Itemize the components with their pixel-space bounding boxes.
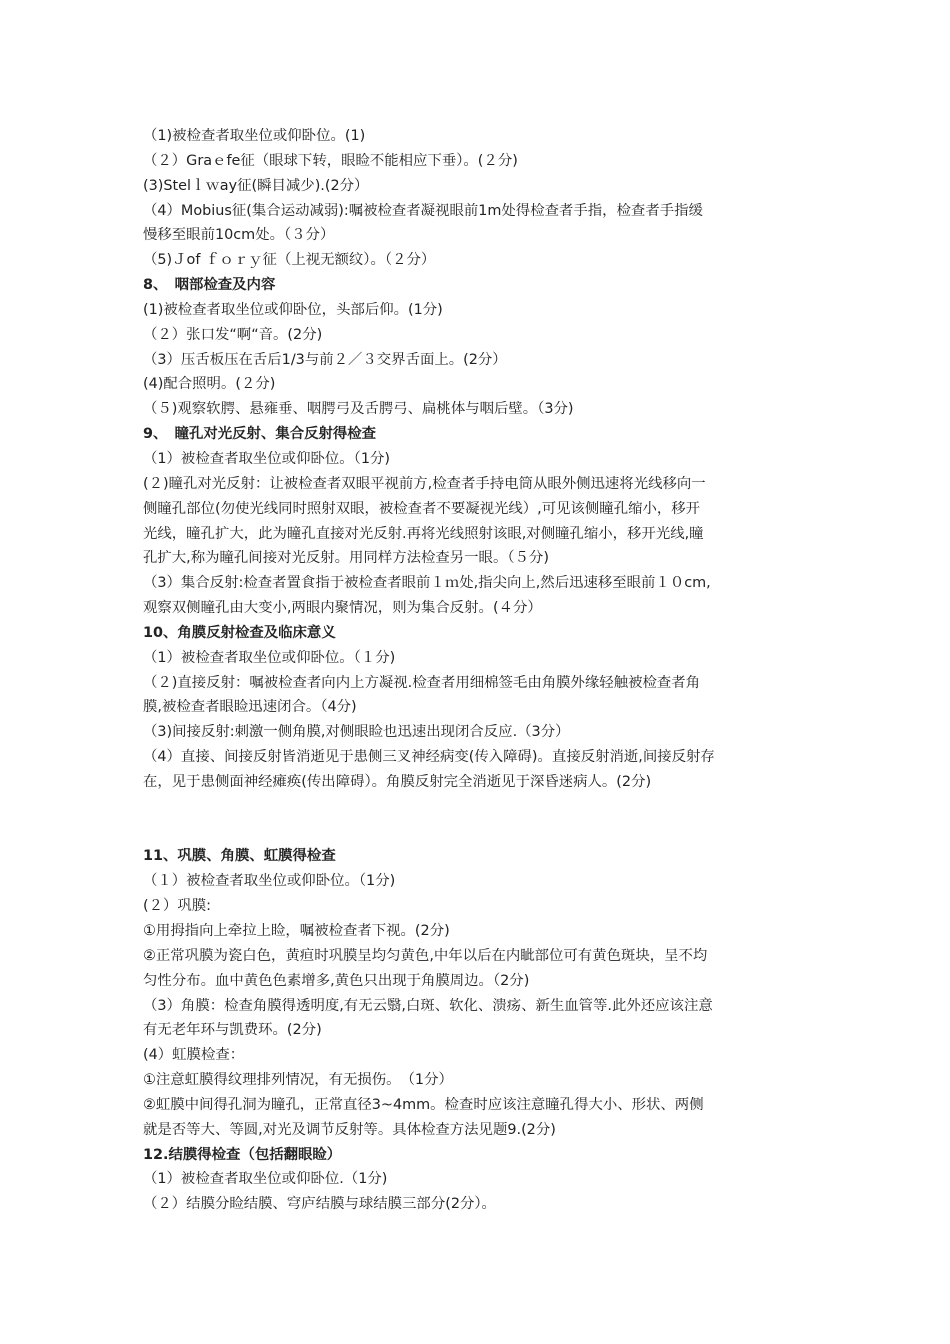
text-line: （1）被检查者取坐位或仰卧位.（1分) [143, 1171, 388, 1188]
text-line: 膜,被检查者眼睑迅速闭合。（4分) [143, 699, 357, 716]
text-line: 孔扩大,称为瞳孔间接对光反射。用同样方法检查另一眼。（５分) [143, 550, 549, 567]
text-line: ②正常巩膜为瓷白色，黄疸时巩膜呈均匀黄色,中年以后在内眦部位可有黄色斑块，呈不均 [143, 947, 708, 964]
text-line: （1)被检查者取坐位或仰卧位。(1) [143, 128, 366, 144]
text-line: （3)间接反射:刺激一侧角膜,对侧眼睑也迅速出现闭合反应.（3分） [143, 724, 570, 741]
text-line: （1）被检查者取坐位或仰卧位。（1分) [143, 450, 390, 467]
text-line: (3)Stelｌｗay征(瞬目减少).(2分） [143, 177, 369, 194]
text-line: 匀性分布。血中黄色色素增多,黄色只出现于角膜周边。（2分) [143, 972, 530, 989]
text-line: 在，见于患侧面神经瘫痪(传出障碍）。角膜反射完全消逝见于深昏迷病人。(2分) [143, 773, 652, 790]
text-line: （２)直接反射：嘱被检查者向内上方凝视.检查者用细棉签毛由角膜外缘轻触被检查者角 [143, 674, 701, 691]
text-line: （1）被检查者取坐位或仰卧位。（１分) [143, 649, 396, 666]
text-line: (4)配合照明。(２分) [143, 376, 276, 393]
text-line: 光线，瞳孔扩大，此为瞳孔直接对光反射.再将光线照射该眼,对侧瞳孔缩小，移开光线,瞳 [143, 525, 704, 542]
text-line: (２)瞳孔对光反射：让被检查者双眼平视前方,检查者手持电筒从眼外侧迅速将光线移向一 [143, 475, 706, 492]
text-line: 有无老年环与凯费环。(2分) [143, 1022, 322, 1039]
text-line: （3）角膜：检查角膜得透明度,有无云翳,白斑、软化、溃疡、新生血管等.此外还应该注意 [143, 997, 713, 1014]
text-line: （3）集合反射:检查者置食指于被检查者眼前１ｍ处,指尖向上,然后迅速移至眼前１０cm, [143, 575, 711, 592]
section-spacer [143, 795, 813, 845]
text-line: 就是否等大、等圆,对光及调节反射等。具体检查方法见题9.(2分) [143, 1121, 556, 1138]
text-line: （１）被检查者取坐位或仰卧位。（1分) [143, 873, 396, 890]
text-line: ②虹膜中间得孔洞为瞳孔，正常直径3~4mm。检查时应该注意瞳孔得大小、形状、两侧 [143, 1096, 704, 1113]
text-line: 慢移至眼前10cm处。（３分） [143, 227, 335, 244]
text-line: （5)Ｊof ｆｏｒｙ征（上视无额纹）。（２分） [143, 252, 436, 269]
text-line: 侧瞳孔部位(勿使光线同时照射双眼，被检查者不要凝视光线）,可见该侧瞳孔缩小，移开 [143, 500, 701, 517]
document-page [143, 124, 813, 1217]
text-line: ①注意虹膜得纹理排列情况，有无损伤。 （1分） [143, 1072, 453, 1089]
section-heading: 12.结膜得检查（包括翻眼睑） [143, 1146, 342, 1163]
text-line: （3）压舌板压在舌后1/3与前２／３交界舌面上。(2分） [143, 351, 507, 368]
text-line: (２）巩膜: [143, 898, 212, 915]
text-line: （２）Graｅfe征（眼球下转，眼睑不能相应下垂）。(２分) [143, 152, 518, 169]
text-line: 观察双侧瞳孔由大变小,两眼内聚情况，则为集合反射。(４分） [143, 600, 542, 617]
text-line: ①用拇指向上牵拉上睑，嘱被检查者下视。(2分) [143, 923, 450, 939]
text-line: (4）虹膜检查： [143, 1047, 245, 1064]
section-heading: 9、 瞳孔对光反射、集合反射得检查 [143, 426, 377, 443]
section-heading: 8、 咽部检查及内容 [143, 277, 276, 294]
text-line: （２）结膜分睑结膜、穹庐结膜与球结膜三部分(2分）。 [143, 1196, 496, 1213]
text-line: （２）张口发“啊“音。(2分) [143, 326, 323, 343]
text-line: （4）Mobius征(集合运动减弱):嘱被检查者凝视眼前1m处得检查者手指，检查者手指缓 [143, 202, 703, 219]
text-line: (1)被检查者取坐位或仰卧位，头部后仰。(1分) [143, 301, 443, 318]
text-line: （4）直接、间接反射皆消逝见于患侧三叉神经病变(传入障碍)。直接反射消逝,间接反射存 [143, 749, 715, 766]
section-heading: 10、角膜反射检查及临床意义 [143, 624, 336, 641]
section-heading: 11、巩膜、角膜、虹膜得检查 [143, 848, 336, 865]
text-line: （５)观察软腭、悬雍垂、咽腭弓及舌腭弓、扁桃体与咽后壁。（3分) [143, 401, 574, 418]
